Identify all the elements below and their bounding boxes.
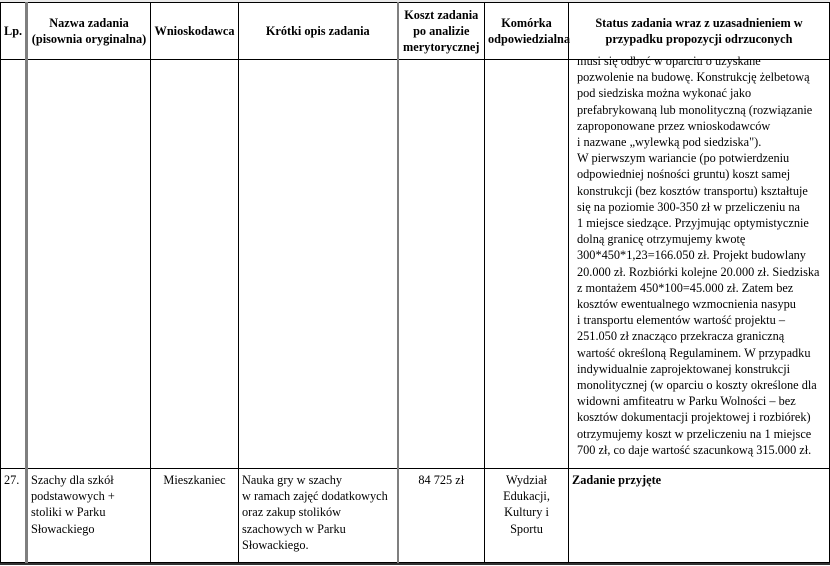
status-line: indywidualnie zaprojektowanej konstrukcji (577, 361, 791, 376)
cell-nazwa (27, 469, 151, 563)
status-line: widowni amfiteatru w Parku Wolności – bez (577, 394, 796, 409)
cell-wnioskodawca (151, 60, 239, 469)
status-line: 700 zł, co daje wartość szacunkową 315.000 zł. (577, 442, 812, 457)
status-line: 300*450*1,23=166.050 zł. Projekt budowlany (577, 248, 806, 263)
text-line: Szachy dla szkół (31, 473, 114, 487)
status-line: monolitycznej (w oparciu o koszty określone dla (577, 378, 817, 393)
status-line: dolną granicę otrzymujemy kwotę (577, 232, 746, 247)
text-line: Kultury i Sportu (504, 505, 549, 536)
status-line: wartość określoną Regulaminem. W przypadku (577, 345, 811, 360)
komorka-text (488, 472, 565, 537)
text-line: oraz zakup stolików (242, 505, 342, 520)
status-line: prefabrykowaną lub monolityczną (rozwiązanie (577, 102, 813, 117)
header-nazwa: Nazwa zadania (pisownia oryginalna) (27, 3, 151, 60)
cell-komorka (485, 60, 569, 469)
cell-koszt: 84 725 zł (398, 469, 485, 563)
status-line: 20.000 zł. Rozbiórki kolejne 20.000 zł. Siedziska (577, 264, 820, 279)
status-line: musi się odbyć w oparciu o uzyskane (577, 54, 761, 68)
status-line: 251.050 zł znacząco przekracza graniczną (577, 329, 785, 344)
status-line: z montażem 450*100=45.000 zł. Zatem bez (577, 280, 794, 295)
status-line: pod siedziska można wykonać jako (577, 86, 752, 101)
cell-opis (239, 469, 398, 563)
status-line: i transportu elementów wartość projektu – (577, 313, 785, 328)
text-line: Słowackiego (31, 521, 95, 536)
cell-komorka (485, 469, 569, 563)
text-line: Nauka gry w szachy (242, 473, 343, 487)
text-line: szachowych w Parku (242, 521, 346, 536)
status-line: 1 miejsce siedzące. Przyjmując optymistycznie (577, 216, 809, 231)
page-bottom-border (0, 563, 830, 565)
header-wnioskodawca: Wnioskodawca (151, 3, 239, 60)
header-opis: Krótki opis zadania (239, 3, 398, 60)
cell-status (569, 54, 830, 469)
text-line: stoliki w Parku (31, 505, 106, 520)
status-text (577, 53, 826, 458)
status-line: odpowiedniej nośności gruntu) koszt samej (577, 167, 791, 182)
cell-koszt (398, 60, 485, 469)
text-line: Wydział (506, 473, 547, 487)
header-koszt: Koszt zadania po analizie merytorycznej (398, 3, 485, 60)
status-line: się na poziomie 300-350 zł w przeliczeniu na (577, 199, 800, 214)
status-line: kosztów ewentualnego wzmocnienia nasypu (577, 297, 796, 312)
status-line: W pierwszym wariancie (po potwierdzeniu (577, 151, 790, 166)
header-row (1, 3, 830, 60)
tasks-table (0, 2, 830, 563)
status-line: pozwolenie na budowę. Konstrukcję żelbetową (577, 70, 810, 85)
cell-wnioskodawca: Mieszkaniec (151, 469, 239, 563)
cell-nazwa (27, 60, 151, 469)
table-row-continued (1, 60, 830, 469)
status-line: otrzymujemy koszt w przeliczeniu na 1 miejsce (577, 426, 812, 441)
status-line: konstrukcji (bez kosztów transportu) kształtuje (577, 183, 808, 198)
cell-lp (1, 60, 27, 469)
text-line: w ramach zajęć dodatkowych (242, 489, 388, 504)
header-lp: Lp. (1, 3, 27, 60)
table-row-27 (1, 469, 830, 563)
opis-text (242, 472, 394, 553)
status-line: i nazwane „wylewką pod siedziska"). (577, 135, 762, 150)
nazwa-text (31, 472, 147, 537)
cell-opis (239, 60, 398, 469)
cell-status: Zadanie przyjęte (569, 469, 830, 563)
text-line: Słowackiego. (242, 537, 309, 552)
text-line: Edukacji, (503, 489, 550, 504)
header-status: Status zadania wraz z uzasadnieniem w przypadku propozycji odrzuconych (569, 3, 830, 60)
status-line: zaproponowane przez wnioskodawców (577, 118, 771, 133)
text-line: podstawowych + (31, 489, 115, 504)
header-komorka: Komórka odpowiedzialna (485, 3, 569, 60)
cell-lp: 27. (1, 469, 27, 563)
status-line: kosztów dokumentacji projektowej i rozbiórek) (577, 410, 811, 425)
